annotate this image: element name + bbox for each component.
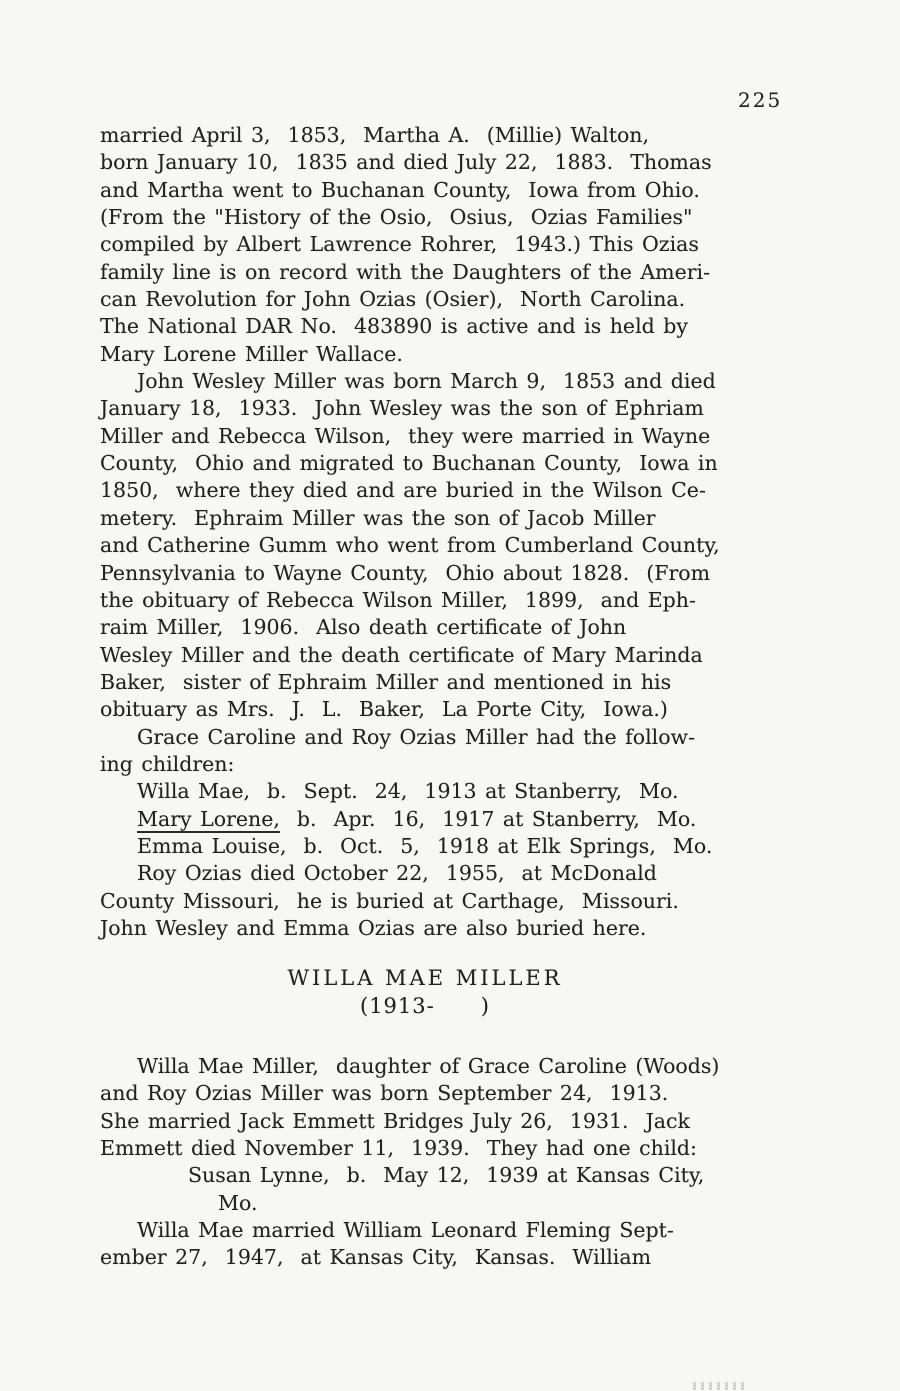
text-line: Roy Ozias died October 22, 1955, at McDonald bbox=[137, 861, 657, 886]
text-line: obituary as Mrs. J. L. Baker, La Porte City, Iowa.) bbox=[100, 697, 668, 722]
text-line: Willa Mae married William Leonard Fleming Sept- bbox=[137, 1218, 674, 1243]
text-line: ember 27, 1947, at Kansas City, Kansas. William bbox=[100, 1245, 652, 1270]
text-line: The National DAR No. 483890 is active and is held by bbox=[100, 314, 688, 339]
text-line: Mary Lorene Miller Wallace. bbox=[100, 341, 403, 366]
text-line: Wesley Miller and the death certificate of Mary Marinda bbox=[100, 642, 703, 667]
text-line: She married Jack Emmett Bridges July 26, 1931. Jack bbox=[100, 1108, 690, 1133]
text-line: the obituary of Rebecca Wilson Miller, 1899, and Eph- bbox=[100, 587, 696, 612]
child-entry: Susan Lynne, b. May 12, 1939 at Kansas City, bbox=[188, 1163, 705, 1188]
child-entry-rest: b. Apr. 16, 1917 at Stanberry, Mo. bbox=[279, 806, 697, 831]
text-line: family line is on record with the Daughters of the Ameri- bbox=[100, 259, 711, 284]
section-heading-title: WILLA MAE MILLER bbox=[287, 966, 563, 991]
text-line: born January 10, 1835 and died July 22, 1883. Thomas bbox=[100, 150, 712, 175]
text-line: County Missouri, he is buried at Carthage, Missouri. bbox=[100, 888, 679, 913]
page-body bbox=[100, 122, 812, 1272]
text-line: Emmett died November 11, 1939. They had one child: bbox=[100, 1136, 697, 1161]
text-line: John Wesley Miller was born March 9, 1853 and died bbox=[137, 369, 716, 394]
text-line: January 18, 1933. John Wesley was the son of Ephriam bbox=[100, 396, 704, 421]
underlined-name: Mary Lorene, bbox=[137, 806, 280, 831]
text-line: Pennsylvania to Wayne County, Ohio about 1828. (From bbox=[100, 560, 711, 585]
text-line: County, Ohio and migrated to Buchanan County, Iowa in bbox=[100, 451, 718, 476]
text-line: Grace Caroline and Roy Ozias Miller had the follow- bbox=[137, 724, 696, 749]
bleed-through-artifact bbox=[693, 1382, 749, 1390]
text-line: and Catherine Gumm who went from Cumberland County, bbox=[100, 533, 720, 558]
text-line: and Martha went to Buchanan County, Iowa from Ohio. bbox=[100, 177, 700, 202]
text-line: Miller and Rebecca Wilson, they were married in Wayne bbox=[100, 423, 711, 448]
child-entry: Emma Louise, b. Oct. 5, 1918 at Elk Springs, Mo. bbox=[137, 833, 713, 858]
text-line: ing children: bbox=[100, 751, 235, 776]
child-entry: Willa Mae, b. Sept. 24, 1913 at Stanberry, Mo. bbox=[137, 779, 679, 804]
text-line: John Wesley and Emma Ozias are also buried here. bbox=[100, 915, 647, 940]
text-line: metery. Ephraim Miller was the son of Jacob Miller bbox=[100, 505, 656, 530]
child-entry bbox=[100, 806, 812, 833]
text-line: 1850, where they died and are buried in the Wilson Ce- bbox=[100, 478, 706, 503]
text-line: (From the "History of the Osio, Osius, Ozias Families" bbox=[100, 205, 693, 230]
section-heading bbox=[100, 965, 750, 1020]
child-entry-continuation: Mo. bbox=[218, 1190, 258, 1215]
text-line: compiled by Albert Lawrence Rohrer, 1943.) This Ozias bbox=[100, 232, 699, 257]
text-line: Willa Mae Miller, daughter of Grace Caroline (Woods) bbox=[137, 1054, 720, 1078]
text-line: can Revolution for John Ozias (Osier), North Carolina. bbox=[100, 287, 686, 312]
text-line: raim Miller, 1906. Also death certificate of John bbox=[100, 615, 627, 640]
text-line: and Roy Ozias Miller was born September 24, 1913. bbox=[100, 1081, 669, 1106]
page-number: 225 bbox=[738, 88, 783, 112]
section-heading-years: (1913- ) bbox=[360, 993, 490, 1018]
text-line: Baker, sister of Ephraim Miller and mentioned in his bbox=[100, 669, 672, 694]
text-line: married April 3, 1853, Martha A. (Millie) Walton, bbox=[100, 123, 650, 147]
